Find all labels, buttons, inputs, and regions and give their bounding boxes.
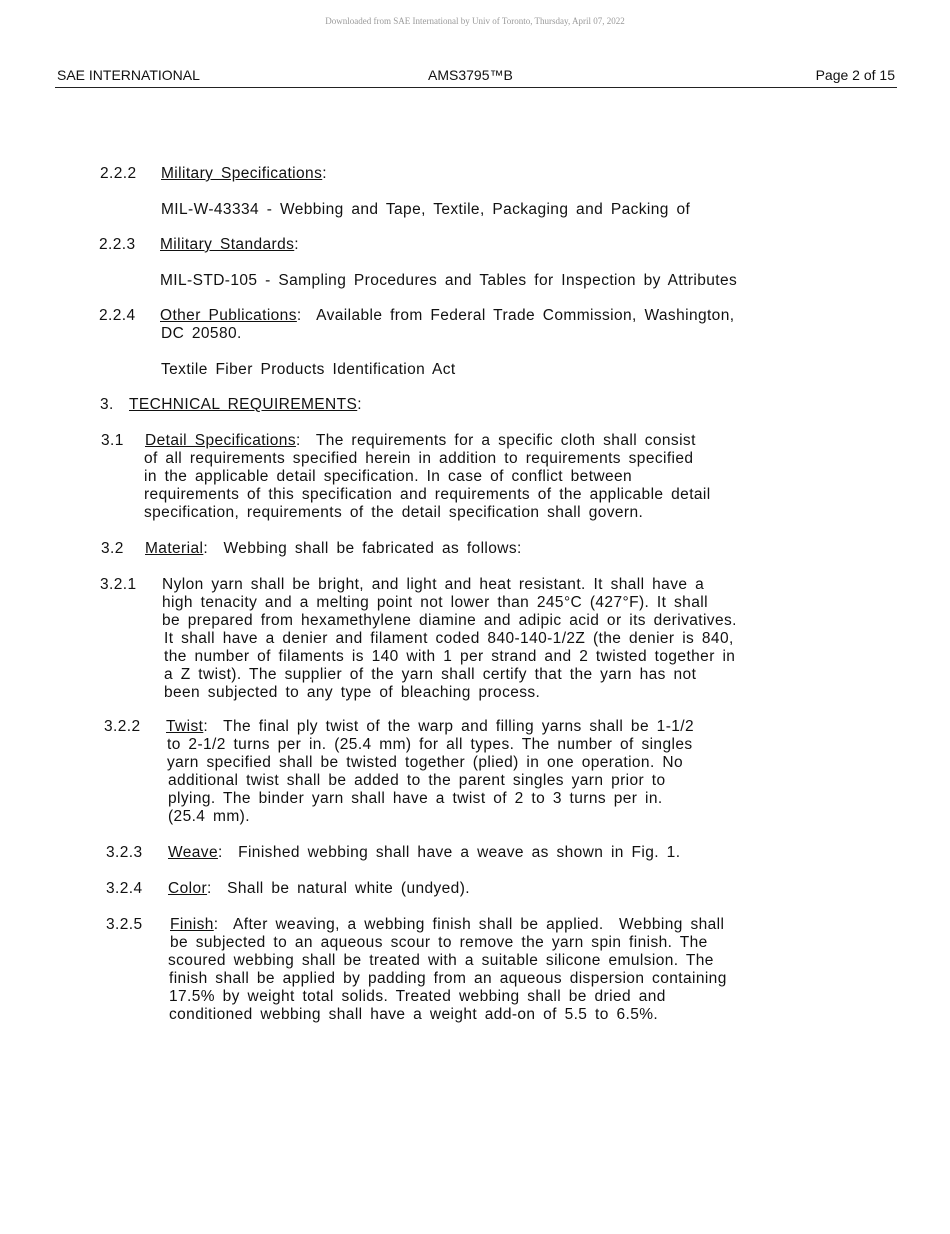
- section-title: Weave: [168, 844, 218, 861]
- section-title: Detail Specifications: [145, 432, 296, 449]
- section-number: 3.: [100, 396, 114, 413]
- header-org: SAE INTERNATIONAL: [57, 67, 200, 83]
- download-watermark: Downloaded from SAE International by Univ of Toronto, Thursday, April 07, 2022: [325, 16, 625, 26]
- section-title: Military Standards: [160, 236, 295, 253]
- section-text-line: be prepared from hexamethylene diamine and adipic acid or its derivatives.: [162, 612, 737, 629]
- reference-item: Textile Fiber Products Identification Act: [161, 361, 456, 378]
- section-number: 3.2.5: [106, 916, 143, 933]
- section-text-line: to 2-1/2 turns per in. (25.4 mm) for all types. The number of singles: [167, 736, 693, 753]
- section-title: Finish: [170, 916, 214, 933]
- section-title: Twist: [166, 718, 204, 735]
- section-number: 3.1: [101, 432, 124, 449]
- section-text-line: plying. The binder yarn shall have a twist of 2 to 3 turns per in.: [168, 790, 663, 807]
- section-text-line: be subjected to an aqueous scour to remove the yarn spin finish. The: [170, 934, 708, 951]
- reference-item: MIL-STD-105 - Sampling Procedures and Tables for Inspection by Attributes: [160, 272, 738, 289]
- section-number: 2.2.4: [99, 307, 136, 324]
- reference-item: MIL-W-43334 - Webbing and Tape, Textile, Packaging and Packing of: [161, 201, 691, 218]
- section-title: TECHNICAL REQUIREMENTS: [129, 396, 358, 413]
- section-number: 3.2.1: [100, 576, 137, 593]
- section-title: Military Specifications: [161, 165, 323, 182]
- section-number: 2.2.2: [100, 165, 137, 182]
- section-text-line: yarn specified shall be twisted together (plied) in one operation. No: [167, 754, 683, 771]
- section-text-line: Nylon yarn shall be bright, and light and heat resistant. It shall have a: [162, 576, 705, 593]
- section-text-line: conditioned webbing shall have a weight add-on of 5.5 to 6.5%.: [169, 1006, 659, 1023]
- section-number: 3.2.4: [106, 880, 143, 897]
- section-text-line: 17.5% by weight total solids. Treated webbing shall be dried and: [169, 988, 666, 1005]
- section-number: 3.2.3: [106, 844, 143, 861]
- section-text-line: been subjected to any type of bleaching process.: [164, 684, 541, 701]
- section-text-line: high tenacity and a melting point not lower than 245°C (427°F). It shall: [162, 594, 708, 611]
- section-number: 2.2.3: [99, 236, 136, 253]
- section-text-line: a Z twist). The supplier of the yarn shall certify that the yarn has not: [164, 666, 697, 683]
- section-text-line: scoured webbing shall be treated with a suitable silicone emulsion. The: [168, 952, 714, 969]
- section-text-line: finish shall be applied by padding from an aqueous dispersion containing: [169, 970, 727, 987]
- header-doc-id: AMS3795™B: [428, 67, 513, 83]
- section-text-line: additional twist shall be added to the parent singles yarn prior to: [168, 772, 666, 789]
- section-text-line: requirements of this specification and requirements of the applicable detail: [144, 486, 711, 503]
- section-text-line: specification, requirements of the detail specification shall govern.: [144, 504, 644, 521]
- section-text-line: It shall have a denier and filament coded 840-140-1/2Z (the denier is 840,: [164, 630, 734, 647]
- section-title: Material: [145, 540, 204, 557]
- section-number: 3.2: [101, 540, 124, 557]
- header-page-number: Page 2 of 15: [815, 67, 895, 83]
- section-title: Color: [168, 880, 208, 897]
- section-text-line: (25.4 mm).: [168, 808, 250, 825]
- section-text-line: in the applicable detail specification. In case of conflict between: [144, 468, 633, 485]
- page-header: [55, 67, 897, 88]
- section-text-line: DC 20580.: [161, 325, 242, 342]
- section-number: 3.2.2: [104, 718, 141, 735]
- section-text-line: of all requirements specified herein in addition to requirements specified: [144, 450, 694, 467]
- section-title: Other Publications: [160, 307, 297, 324]
- section-text-line: the number of filaments is 140 with 1 per strand and 2 twisted together in: [164, 648, 736, 665]
